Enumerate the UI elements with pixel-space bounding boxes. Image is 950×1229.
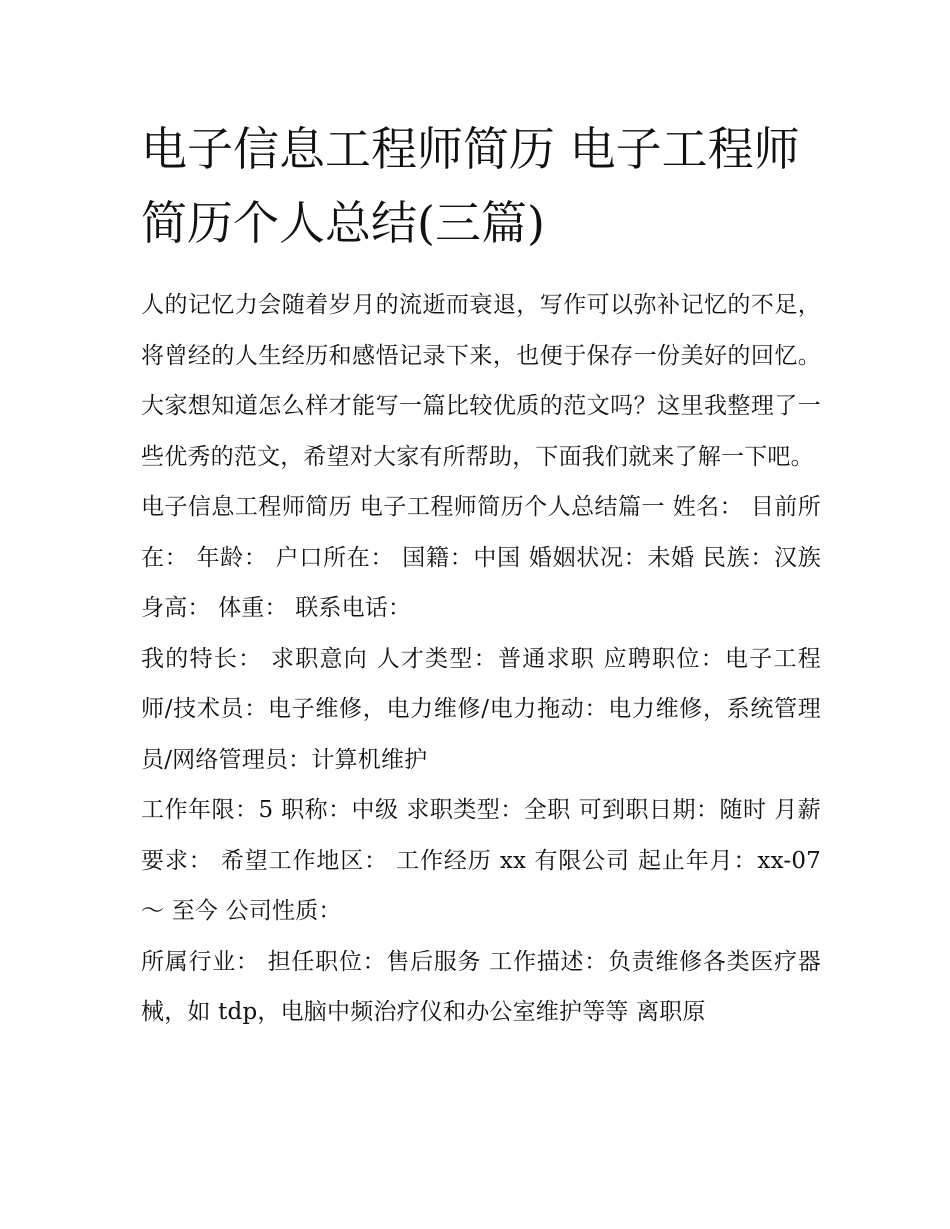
work-experience-paragraph: 所属行业： 担任职位：售后服务 工作描述：负责维修各类医疗器械，如 tdp，电脑中频治疗仪和办公室维护等等 离职原 [141,948,821,1025]
document-body [141,112,821,1038]
document-title: 电子信息工程师简历 电子工程师简历个人总结(三篇) [141,122,800,250]
job-intention-paragraph: 我的特长： 求职意向 人才类型：普通求职 应聘职位：电子工程师/技术员：电子维修，电力维修/电力拖动：电力维修，系统管理员/网络管理员：计算机维护 [141,645,821,773]
personal-info-paragraph: 电子信息工程师简历 电子工程师简历个人总结篇一 姓名： 目前所在： 年龄： 户口所在： 国籍：中国 婚姻状况：未婚 民族：汉族 身高： 体重： 联系电话： [141,494,821,621]
work-conditions-paragraph: 工作年限：5 职称：中级 求职类型：全职 可到职日期：随时 月薪要求： 希望工作地区： 工作经历 xx 有限公司 起止年月：xx-07 ～ 至今 公司性质： [141,797,821,924]
intro-paragraph: 人的记忆力会随着岁月的流逝而衰退，写作可以弥补记忆的不足，将曾经的人生经历和感悟记录下来，也便于保存一份美好的回忆。大家想知道怎么样才能写一篇比较优质的范文吗？这里我整理了一些优秀的范文，希望对大家有所帮助，下面我们就来了解一下吧。 [141,292,821,470]
